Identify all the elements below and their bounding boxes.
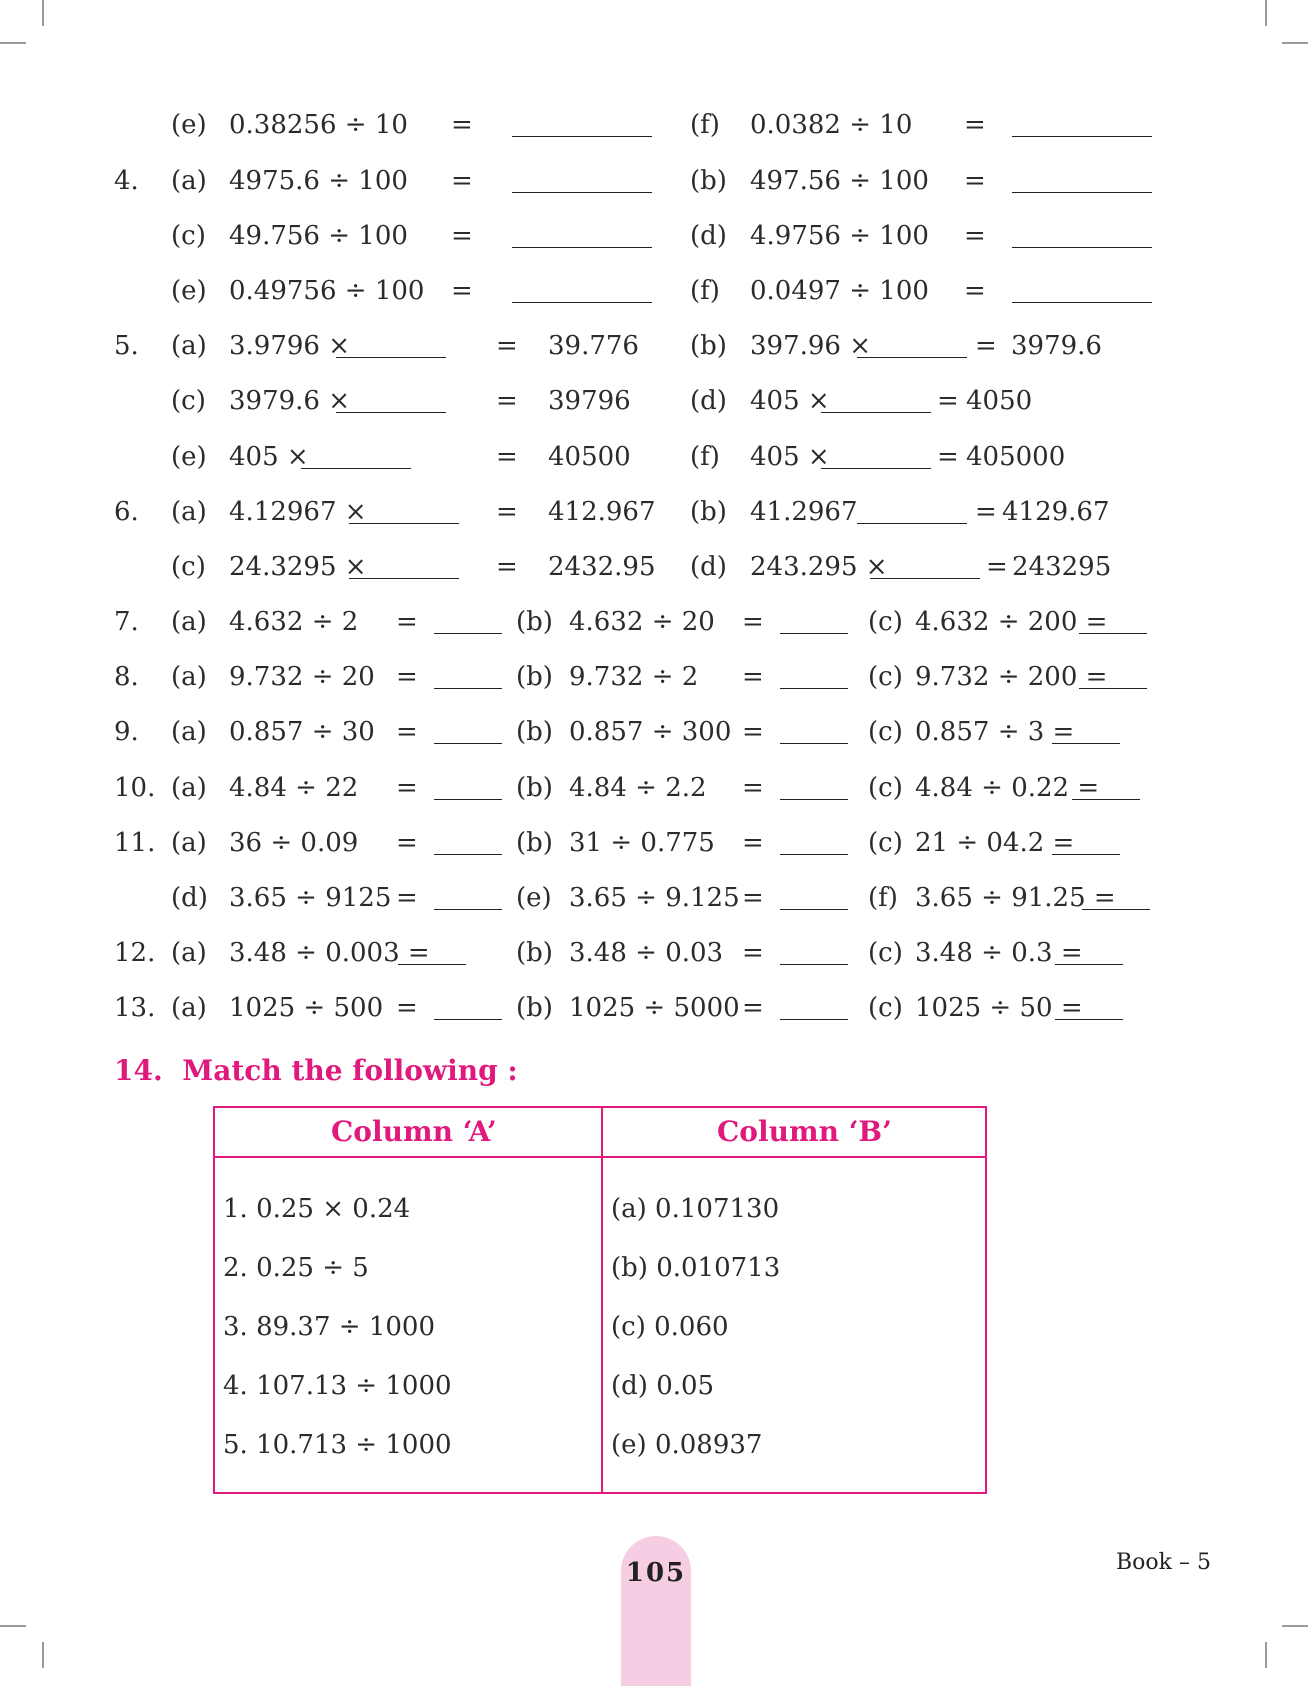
page-number: 105 [625,1558,687,1588]
column-a-item: 2. 0.25 ÷ 5 [223,1253,369,1283]
item-label: (c) [868,938,903,968]
answer-blank[interactable] [1052,854,1120,855]
question-number: 7. [114,607,139,637]
item-expression: 9.732 ÷ 2 [569,662,699,692]
item-label: (b) [516,938,553,968]
equals-sign: = [742,662,764,692]
item-label: (a) [171,773,207,803]
answer-blank[interactable] [434,688,502,689]
item-label: (c) [868,828,903,858]
item-expression: 4.632 ÷ 20 [569,607,715,637]
item-result: 2432.95 [548,552,656,582]
item-expression: 3.65 ÷ 9.125 [569,883,740,913]
item-label: (e) [171,110,207,140]
equals-sign: = [396,993,418,1023]
item-label: (c) [868,662,903,692]
item-expression: 0.0497 ÷ 100 [750,276,929,306]
crop-mark [0,42,26,44]
equals-sign: = [396,773,418,803]
item-label: (c) [868,717,903,747]
equals-sign: = [964,166,986,196]
answer-blank[interactable] [780,909,848,910]
question-number: 13. [114,993,156,1023]
item-expression: 4975.6 ÷ 100 [229,166,408,196]
item-expression: 3.9796 × [229,331,351,361]
item-label: (b) [516,828,553,858]
table-divider [215,1156,985,1158]
item-label: (e) [516,883,552,913]
item-label: (f) [868,883,898,913]
answer-blank[interactable] [434,799,502,800]
equals-sign: = [451,166,473,196]
item-expression: 1025 ÷ 50 = [915,993,1083,1023]
answer-blank[interactable] [512,136,652,137]
item-expression: 3.48 ÷ 0.3 = [915,938,1083,968]
item-expression: 1025 ÷ 500 [229,993,384,1023]
question-number: 5. [114,331,139,361]
item-expression: 0.49756 ÷ 100 [229,276,425,306]
item-expression: 0.857 ÷ 30 [229,717,375,747]
equals-sign: = [975,497,997,527]
answer-blank[interactable] [780,964,848,965]
item-expression: 4.84 ÷ 2.2 [569,773,707,803]
item-expression: 497.56 ÷ 100 [750,166,929,196]
answer-blank[interactable] [434,633,502,634]
crop-mark [0,1625,26,1627]
column-a-header: Column ‘A’ [331,1115,497,1148]
answer-blank[interactable] [349,578,459,579]
item-expression: 31 ÷ 0.775 [569,828,715,858]
item-expression: 0.857 ÷ 3 = [915,717,1075,747]
item-label: (c) [171,221,206,251]
question-number: 9. [114,717,139,747]
crop-mark [1265,0,1267,26]
item-expression: 41.2967 [750,497,858,527]
item-expression: 0.0382 ÷ 10 [750,110,913,140]
answer-blank[interactable] [1012,247,1152,248]
item-result: 412.967 [548,497,656,527]
question-number: 8. [114,662,139,692]
answer-blank[interactable] [857,357,967,358]
item-label: (d) [690,552,727,582]
item-label: (a) [171,938,207,968]
item-expression: 4.84 ÷ 0.22 = [915,773,1100,803]
column-b-item: (a) 0.107130 [611,1194,780,1224]
answer-blank[interactable] [349,523,459,524]
item-result: 4050 [966,386,1033,416]
item-label: (c) [171,552,206,582]
item-label: (a) [171,497,207,527]
answer-blank[interactable] [301,468,411,469]
item-expression: 4.632 ÷ 2 [229,607,359,637]
item-label: (a) [171,607,207,637]
column-b-header: Column ‘B’ [717,1115,892,1148]
answer-blank[interactable] [780,1019,848,1020]
item-expression: 4.84 ÷ 22 [229,773,359,803]
item-label: (b) [690,331,727,361]
answer-blank[interactable] [336,357,446,358]
item-expression: 9.732 ÷ 20 [229,662,375,692]
equals-sign: = [742,773,764,803]
equals-sign: = [742,828,764,858]
item-label: (d) [690,221,727,251]
answer-blank[interactable] [1012,192,1152,193]
crop-mark [1282,42,1308,44]
equals-sign: = [396,717,418,747]
crop-mark [1282,1625,1308,1627]
answer-blank[interactable] [434,743,502,744]
item-result: 4129.67 [1002,497,1110,527]
answer-blank[interactable] [1079,633,1147,634]
equals-sign: = [451,110,473,140]
item-label: (b) [516,993,553,1023]
item-label: (b) [516,717,553,747]
column-a-item: 3. 89.37 ÷ 1000 [223,1312,435,1342]
equals-sign: = [396,828,418,858]
answer-blank[interactable] [1079,688,1147,689]
item-label: (f) [690,442,720,472]
answer-blank[interactable] [870,578,980,579]
answer-blank[interactable] [857,523,967,524]
answer-blank[interactable] [434,1019,502,1020]
answer-blank[interactable] [1072,799,1140,800]
item-label: (c) [868,993,903,1023]
column-a-item: 1. 0.25 × 0.24 [223,1194,411,1224]
answer-blank[interactable] [1082,909,1150,910]
section-heading [114,1054,518,1088]
table-divider [601,1108,603,1492]
answer-blank[interactable] [336,412,446,413]
item-expression: 4.12967 × [229,497,367,527]
item-expression: 243.295 × [750,552,888,582]
item-label: (e) [171,442,207,472]
answer-blank[interactable] [398,964,466,965]
equals-sign: = [496,331,518,361]
item-expression: 3979.6 × [229,386,351,416]
crop-mark [1265,1642,1267,1668]
item-result: 39.776 [548,331,639,361]
equals-sign: = [396,607,418,637]
item-label: (a) [171,717,207,747]
item-expression: 49.756 ÷ 100 [229,221,408,251]
equals-sign: = [937,442,959,472]
answer-blank[interactable] [1012,136,1152,137]
item-label: (a) [171,993,207,1023]
question-number: 11. [114,828,156,858]
answer-blank[interactable] [821,468,931,469]
equals-sign: = [742,883,764,913]
match-table [213,1106,987,1494]
item-result: 39796 [548,386,631,416]
answer-blank[interactable] [780,854,848,855]
item-label: (f) [690,110,720,140]
item-label: (b) [690,497,727,527]
item-expression: 405 × [229,442,309,472]
answer-blank[interactable] [512,302,652,303]
equals-sign: = [937,386,959,416]
answer-blank[interactable] [1012,302,1152,303]
item-expression: 397.96 × [750,331,872,361]
item-label: (a) [171,662,207,692]
equals-sign: = [396,662,418,692]
item-label: (d) [171,883,208,913]
item-expression: 4.632 ÷ 200 = [915,607,1108,637]
equals-sign: = [964,276,986,306]
equals-sign: = [742,993,764,1023]
item-label: (a) [171,828,207,858]
equals-sign: = [975,331,997,361]
item-result: 3979.6 [1011,331,1102,361]
section-title: Match the following : [182,1054,518,1087]
question-number: 4. [114,166,139,196]
equals-sign: = [964,221,986,251]
item-expression: 405 × [750,386,830,416]
item-label: (b) [516,607,553,637]
item-expression: 3.65 ÷ 91.25 = [915,883,1116,913]
section-number: 14. [114,1054,163,1087]
column-b-item: (b) 0.010713 [611,1253,781,1283]
answer-blank[interactable] [512,247,652,248]
equals-sign: = [496,497,518,527]
equals-sign: = [496,552,518,582]
item-result: 40500 [548,442,631,472]
item-label: (f) [690,276,720,306]
item-label: (c) [868,607,903,637]
item-expression: 3.48 ÷ 0.003 = [229,938,430,968]
item-expression: 4.9756 ÷ 100 [750,221,929,251]
question-number: 6. [114,497,139,527]
column-a-item: 4. 107.13 ÷ 1000 [223,1371,452,1401]
column-a-item: 5. 10.713 ÷ 1000 [223,1430,452,1460]
answer-blank[interactable] [1055,1019,1123,1020]
item-expression: 405 × [750,442,830,472]
book-label: Book – 5 [1116,1550,1211,1575]
answer-blank[interactable] [780,799,848,800]
item-label: (e) [171,276,207,306]
equals-sign: = [986,552,1008,582]
answer-blank[interactable] [1052,743,1120,744]
item-expression: 21 ÷ 04.2 = [915,828,1075,858]
column-b-item: (d) 0.05 [611,1371,715,1401]
crop-mark [42,0,44,26]
item-label: (b) [690,166,727,196]
item-label: (c) [171,386,206,416]
equals-sign: = [451,276,473,306]
equals-sign: = [451,221,473,251]
item-expression: 9.732 ÷ 200 = [915,662,1108,692]
equals-sign: = [496,442,518,472]
item-expression: 36 ÷ 0.09 [229,828,359,858]
answer-blank[interactable] [434,854,502,855]
equals-sign: = [496,386,518,416]
answer-blank[interactable] [434,909,502,910]
item-label: (a) [171,331,207,361]
column-b-item: (e) 0.08937 [611,1430,763,1460]
item-label: (c) [868,773,903,803]
item-expression: 0.857 ÷ 300 [569,717,732,747]
item-result: 243295 [1012,552,1112,582]
question-number: 10. [114,773,156,803]
item-expression: 3.65 ÷ 9125 [229,883,392,913]
answer-blank[interactable] [1055,964,1123,965]
equals-sign: = [742,717,764,747]
item-label: (a) [171,166,207,196]
column-b-item: (c) 0.060 [611,1312,729,1342]
item-label: (d) [690,386,727,416]
item-expression: 3.48 ÷ 0.03 [569,938,724,968]
item-result: 405000 [966,442,1066,472]
equals-sign: = [396,883,418,913]
item-expression: 1025 ÷ 5000 [569,993,740,1023]
crop-mark [42,1642,44,1668]
item-expression: 0.38256 ÷ 10 [229,110,408,140]
answer-blank[interactable] [780,633,848,634]
answer-blank[interactable] [780,688,848,689]
equals-sign: = [742,607,764,637]
equals-sign: = [964,110,986,140]
item-label: (b) [516,773,553,803]
item-expression: 24.3295 × [229,552,367,582]
question-number: 12. [114,938,156,968]
answer-blank[interactable] [780,743,848,744]
item-label: (b) [516,662,553,692]
answer-blank[interactable] [821,412,931,413]
equals-sign: = [742,938,764,968]
answer-blank[interactable] [512,192,652,193]
